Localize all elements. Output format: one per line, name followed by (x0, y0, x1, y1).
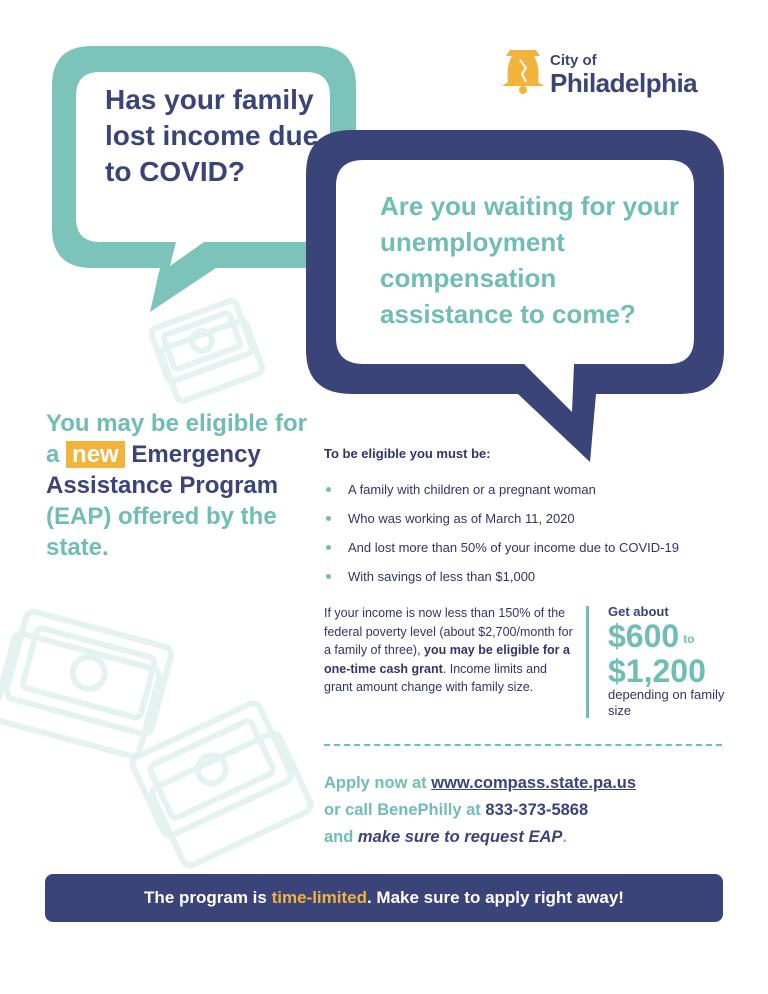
income-text-1: If your income is now less than 150% of the federal poverty level (about $2,700/month for a family of three), (324, 606, 573, 657)
question-unemployment: Are you waiting for your unemployment compensation assistance to come? (380, 191, 680, 329)
money-bill-icon (0, 610, 173, 758)
grant-min (608, 620, 738, 655)
grant-max: $1,200 (608, 653, 706, 689)
list-item-text: And lost more than 50% of your income due to COVID-19 (348, 540, 679, 555)
new-badge: new (66, 441, 125, 468)
compass-link[interactable]: www.compass.state.pa.us (431, 774, 637, 792)
time-limited-banner (45, 874, 723, 922)
grant-to: to (683, 632, 695, 646)
apply-line-3 (324, 824, 744, 851)
banner-highlight: time-limited (271, 888, 367, 907)
question-lost-income: Has your family lost income due to COVID? (105, 84, 319, 187)
eligibility-intro (46, 408, 316, 563)
list-item (324, 565, 744, 594)
income-text-2: . Income limits and grant amount change with family size. (324, 661, 547, 694)
list-item-text: With savings of less than $1,000 (348, 569, 536, 584)
eligibility-heading: To be eligible you must be: (324, 446, 491, 461)
grant-label: Get about (608, 604, 669, 619)
banner-suffix: . Make sure to apply right away! (366, 888, 624, 907)
banner-prefix: The program is (144, 888, 272, 907)
program-name: Emergency Assistance Program (46, 441, 279, 499)
intro-line3: (EAP) offered by the state. (46, 503, 277, 561)
apply-period: . (562, 828, 568, 846)
city-logo (500, 44, 720, 104)
divider-dashed (324, 744, 722, 746)
grant-min-value: $600 (608, 618, 680, 654)
apply-line-2 (324, 797, 744, 824)
bullet-icon (326, 545, 331, 550)
apply-line-1 (324, 770, 744, 797)
logo-city-of: City of (550, 52, 597, 69)
income-text-bold: you may be eligible for a one-time cash grant (324, 643, 570, 676)
liberty-bell-icon (500, 46, 546, 94)
bullet-icon (326, 574, 331, 579)
list-item (324, 536, 744, 565)
bullet-icon (326, 487, 331, 492)
money-bill-icon (130, 701, 313, 868)
money-bill-icon (150, 299, 264, 402)
apply-info (324, 770, 744, 851)
income-details (324, 604, 576, 697)
logo-philadelphia: Philadelphia (550, 68, 698, 98)
grant-note: depending on family size (608, 687, 725, 718)
apply-and: and (324, 828, 358, 846)
list-item (324, 478, 744, 507)
call-prefix: or call BenePhilly at (324, 801, 486, 819)
request-eap: make sure to request EAP (357, 828, 563, 846)
list-item-text: A family with children or a pregnant woman (348, 482, 596, 497)
phone-number[interactable]: 833-373-5868 (485, 801, 589, 819)
intro-line1: You may be eligible for a (46, 410, 307, 468)
list-item-text: Who was working as of March 11, 2020 (348, 511, 575, 526)
divider-vertical (586, 606, 589, 718)
bullet-icon (326, 516, 331, 521)
grant-amount-box (608, 604, 738, 719)
apply-prefix: Apply now at (324, 774, 432, 792)
eligibility-list (324, 478, 744, 594)
list-item (324, 507, 744, 536)
